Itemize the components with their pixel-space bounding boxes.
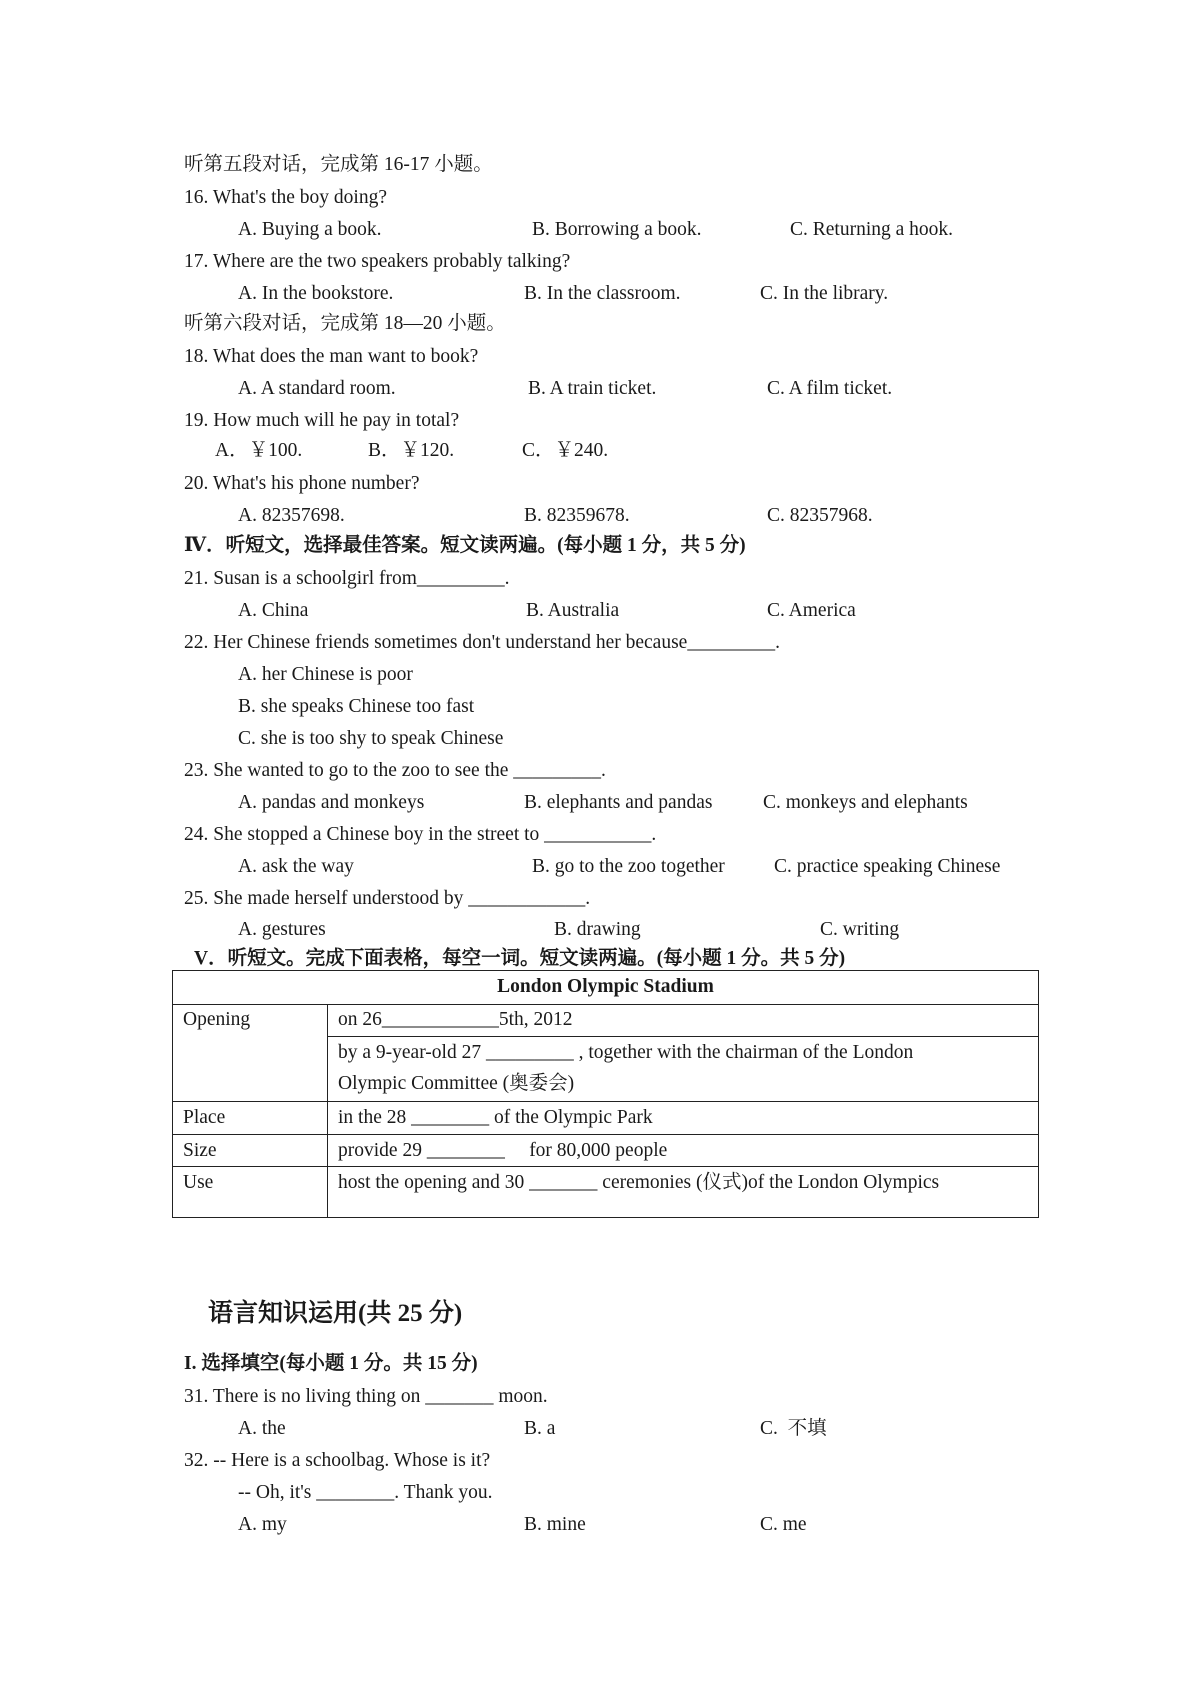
q19-option-a: A．￥100. [215,440,303,461]
row-label-size: Size [183,1140,217,1161]
row-opening-date: on 26____________5th, 2012 [338,1009,573,1030]
q31-stem: 31. There is no living thing on _______ moon. [184,1386,548,1407]
q17-option-b: B. In the classroom. [524,283,681,304]
table-rule [172,1134,1039,1135]
q16-option-b: B. Borrowing a book. [532,219,702,240]
q23-option-b: B. elephants and pandas [524,792,713,813]
q23-option-a: A. pandas and monkeys [238,792,425,813]
row-use-value: host the opening and 30 _______ ceremonies (仪式)of the London Olympics [338,1172,940,1193]
q20-option-b: B. 82359678. [524,505,630,526]
table-title: London Olympic Stadium [497,976,714,997]
q17-stem: 17. Where are the two speakers probably talking? [184,251,571,272]
q16-option-a: A. Buying a book. [238,219,382,240]
part5-heading: V．听短文。完成下面表格，每空一词。短文读两遍。(每小题 1 分。共 5 分) [194,948,846,969]
olympic-stadium-table [172,970,1039,1218]
language-section-title: 语言知识运用(共 25 分) [208,1300,463,1327]
q19-stem: 19. How much will he pay in total? [184,410,460,431]
q25-option-c: C. writing [820,919,900,940]
q32-stem-reply: -- Oh, it's ________. Thank you. [238,1482,493,1503]
dialogue5-instruction: 听第五段对话，完成第 16-17 小题。 [184,154,493,175]
q24-stem: 24. She stopped a Chinese boy in the street to ___________. [184,824,657,845]
q25-stem: 25. She made herself understood by ____________. [184,888,591,909]
q21-option-c: C. America [767,600,856,621]
q22-option-a: A. her Chinese is poor [238,664,413,685]
q20-option-a: A. 82357698. [238,505,345,526]
q16-option-c: C. Returning a hook. [790,219,954,240]
table-rule [172,1101,1039,1102]
q20-stem: 20. What's his phone number? [184,473,420,494]
table-rule [172,1166,1039,1167]
q31-option-b: B. a [524,1418,556,1439]
q25-option-a: A. gestures [238,919,326,940]
q18-stem: 18. What does the man want to book? [184,346,479,367]
q22-option-c: C. she is too shy to speak Chinese [238,728,504,749]
q17-option-a: A. In the bookstore. [238,283,394,304]
row-label-use: Use [183,1172,214,1193]
row-place-value: in the 28 ________ of the Olympic Park [338,1107,653,1128]
dialogue6-instruction: 听第六段对话，完成第 18—20 小题。 [184,313,506,334]
q23-stem: 23. She wanted to go to the zoo to see the _________. [184,760,606,781]
row-size-value: provide 29 ________ for 80,000 people [338,1140,668,1161]
q19-option-c: C．￥240. [522,440,609,461]
table-rule [327,1036,1039,1037]
table-border-left [172,970,173,1218]
q32-option-b: B. mine [524,1514,586,1535]
q17-option-c: C. In the library. [760,283,889,304]
q24-option-c: C. practice speaking Chinese [774,856,1001,877]
q16-stem: 16. What's the boy doing? [184,187,387,208]
q32-stem: 32. -- Here is a schoolbag. Whose is it? [184,1450,491,1471]
q32-option-c: C. me [760,1514,807,1535]
q24-option-a: A. ask the way [238,856,354,877]
q20-option-c: C. 82357968. [767,505,873,526]
part1-heading: I. 选择填空(每小题 1 分。共 15 分) [184,1353,478,1374]
q21-stem: 21. Susan is a schoolgirl from_________. [184,568,510,589]
q21-option-a: A. China [238,600,309,621]
q18-option-c: C. A film ticket. [767,378,893,399]
table-column-divider [327,1004,328,1218]
q21-option-b: B. Australia [526,600,620,621]
q23-option-c: C. monkeys and elephants [763,792,968,813]
row-opening-by: by a 9-year-old 27 _________ , together with the chairman of the London [338,1042,914,1063]
row-label-opening: Opening [183,1009,251,1030]
q32-option-a: A. my [238,1514,287,1535]
q24-option-b: B. go to the zoo together [532,856,725,877]
table-rule [172,1004,1039,1005]
row-opening-by-cont: Olympic Committee (奥委会) [338,1073,575,1094]
part4-heading: Ⅳ．听短文，选择最佳答案。短文读两遍。(每小题 1 分，共 5 分) [184,535,746,556]
q25-option-b: B. drawing [554,919,641,940]
q31-option-c: C. 不填 [760,1418,827,1439]
q31-option-a: A. the [238,1418,286,1439]
table-border-top [172,970,1039,971]
q19-option-b: B．￥120. [368,440,455,461]
table-border-bottom [172,1217,1039,1218]
q18-option-a: A. A standard room. [238,378,396,399]
q18-option-b: B. A train ticket. [528,378,657,399]
row-label-place: Place [183,1107,226,1128]
q22-option-b: B. she speaks Chinese too fast [238,696,475,717]
table-border-right [1038,970,1039,1218]
q22-stem: 22. Her Chinese friends sometimes don't understand her because_________. [184,632,780,653]
